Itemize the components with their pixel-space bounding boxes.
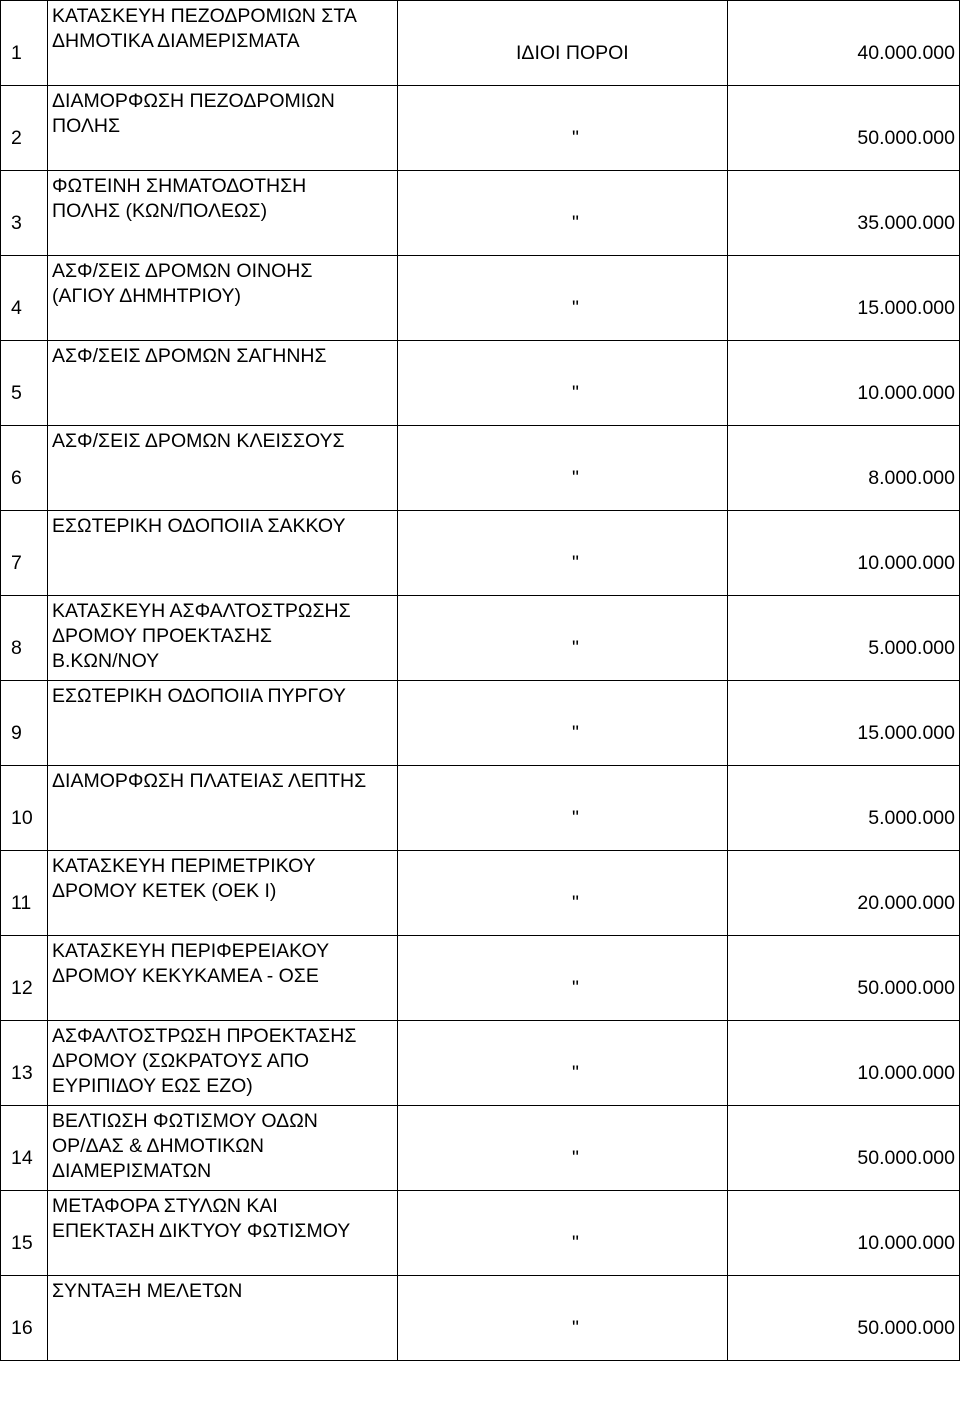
project-description [52,4,395,54]
row-number-cell [1,426,48,511]
project-description [52,1024,395,1099]
funding-source-cell [398,256,728,341]
funding-source: " [572,1232,579,1254]
row-number-cell [1,1021,48,1106]
project-description [52,599,395,674]
row-number: 13 [11,1062,33,1084]
amount: 10.000.000 [857,1232,955,1254]
project-description [52,1279,395,1304]
project-description-line: ΣΥΝΤΑΞΗ ΜΕΛΕΤΩΝ [52,1280,243,1302]
row-number-cell [1,1,48,86]
project-description-line: ΕΠΕΚΤΑΣΗ ΔΙΚΤΥΟΥ ΦΩΤΙΣΜΟΥ [52,1220,351,1242]
project-description-cell [48,1,398,86]
project-description [52,1194,395,1244]
project-description [52,89,395,139]
row-number-cell [1,341,48,426]
row-number-cell [1,681,48,766]
amount-cell [728,1021,960,1106]
project-description-line: ΑΣΦ/ΣΕΙΣ ΔΡΟΜΩΝ ΟΙΝΟΗΣ [52,260,313,282]
funding-source: " [572,722,579,744]
funding-source-cell [398,1021,728,1106]
funding-source: " [572,212,579,234]
funding-source-cell [398,86,728,171]
project-description-cell [48,426,398,511]
project-description [52,769,395,794]
amount-cell [728,1106,960,1191]
funding-source: " [572,977,579,999]
row-number-cell [1,1106,48,1191]
project-description-line: ΠΟΛΗΣ [52,115,121,137]
project-description-cell [48,1106,398,1191]
project-description [52,854,395,904]
project-description [52,174,395,224]
row-number-cell [1,936,48,1021]
row-number-cell [1,766,48,851]
amount: 50.000.000 [857,977,955,999]
project-description-cell [48,1276,398,1361]
project-description-cell [48,1021,398,1106]
funding-source: " [572,382,579,404]
funding-source-cell [398,1191,728,1276]
project-description-line: ΒΕΛΤΙΩΣΗ ΦΩΤΙΣΜΟΥ ΟΔΩΝ [52,1110,318,1132]
amount: 10.000.000 [857,382,955,404]
table-row [1,256,960,341]
project-description-line: ΑΣΦ/ΣΕΙΣ ΔΡΟΜΩΝ ΣΑΓΗΝΗΣ [52,345,327,367]
project-description-line: (ΑΓΙΟΥ ΔΗΜΗΤΡΙΟΥ) [52,285,242,307]
funding-source: " [572,1062,579,1084]
row-number-cell [1,596,48,681]
project-description [52,684,395,709]
project-description-line: ΕΥΡΙΠΙΔΟΥ ΕΩΣ ΕΖΟ) [52,1075,253,1097]
amount-cell [728,1,960,86]
amount-cell [728,256,960,341]
row-number: 16 [11,1317,33,1339]
project-description-cell [48,851,398,936]
table-row [1,936,960,1021]
amount: 5.000.000 [868,807,955,829]
row-number: 14 [11,1147,33,1169]
funding-source: " [572,552,579,574]
table-row [1,851,960,936]
project-description-cell [48,511,398,596]
amount-cell [728,511,960,596]
project-description [52,344,395,369]
amount-cell [728,766,960,851]
project-description-cell [48,681,398,766]
table-row [1,1,960,86]
project-description-line: ΔΗΜΟΤΙΚΑ ΔΙΑΜΕΡΙΣΜΑΤΑ [52,30,300,52]
table-row [1,766,960,851]
table-row [1,681,960,766]
row-number: 2 [11,127,22,149]
project-description [52,1109,395,1184]
project-description [52,259,395,309]
project-description-line: ΟΡ/ΔΑΣ & ΔΗΜΟΤΙΚΩΝ [52,1135,264,1157]
project-description-line: ΔΡΟΜΟΥ ΠΡΟΕΚΤΑΣΗΣ [52,625,272,647]
funding-source: " [572,1147,579,1169]
table-row [1,596,960,681]
amount: 50.000.000 [857,127,955,149]
project-description-cell [48,341,398,426]
project-description-cell [48,86,398,171]
project-description-line: ΔΙΑΜΟΡΦΩΣΗ ΠΕΖΟΔΡΟΜΙΩΝ [52,90,335,112]
row-number: 7 [11,552,22,574]
funding-source: " [572,637,579,659]
row-number-cell [1,256,48,341]
row-number: 6 [11,467,22,489]
amount-cell [728,851,960,936]
project-description-line: ΔΡΟΜΟΥ ΚΕΚΥΚΑΜΕΑ - ΟΣΕ [52,965,319,987]
funding-source: " [572,127,579,149]
amount: 35.000.000 [857,212,955,234]
table-row [1,426,960,511]
row-number-cell [1,511,48,596]
amount: 15.000.000 [857,297,955,319]
project-description-line: ΚΑΤΑΣΚΕΥΗ ΠΕΡΙΦΕΡΕΙΑΚΟΥ [52,940,330,962]
row-number: 4 [11,297,22,319]
table-row [1,1276,960,1361]
row-number: 9 [11,722,22,744]
project-description-cell [48,256,398,341]
row-number-cell [1,1276,48,1361]
project-description-cell [48,936,398,1021]
row-number-cell [1,171,48,256]
table-row [1,1191,960,1276]
funding-source-cell [398,1,728,86]
amount: 10.000.000 [857,1062,955,1084]
project-description-cell [48,171,398,256]
funding-source: ΙΔΙΟΙ ΠΟΡΟΙ [516,42,629,64]
row-number: 8 [11,637,22,659]
table-row [1,1021,960,1106]
project-description-line: ΚΑΤΑΣΚΕΥΗ ΠΕΡΙΜΕΤΡΙΚΟΥ [52,855,316,877]
funding-source-cell [398,1106,728,1191]
row-number: 11 [11,892,32,914]
table-row [1,341,960,426]
project-description-line: ΜΕΤΑΦΟΡΑ ΣΤΥΛΩΝ ΚΑΙ [52,1195,278,1217]
project-description [52,514,395,539]
row-number: 5 [11,382,22,404]
row-number-cell [1,851,48,936]
amount-cell [728,1191,960,1276]
amount-cell [728,86,960,171]
row-number: 10 [11,807,33,829]
funding-source-cell [398,1276,728,1361]
amount-cell [728,426,960,511]
project-description-line: ΕΣΩΤΕΡΙΚΗ ΟΔΟΠΟΙΙΑ ΠΥΡΓΟΥ [52,685,346,707]
project-description-line: ΔΙΑΜΟΡΦΩΣΗ ΠΛΑΤΕΙΑΣ ΛΕΠΤΗΣ [52,770,367,792]
amount: 50.000.000 [857,1147,955,1169]
projects-table-body [1,1,960,1361]
project-description-line: ΔΙΑΜΕΡΙΣΜΑΤΩΝ [52,1160,212,1182]
project-description-line: ΚΑΤΑΣΚΕΥΗ ΑΣΦΑΛΤΟΣΤΡΩΣΗΣ [52,600,351,622]
amount-cell [728,171,960,256]
funding-source-cell [398,681,728,766]
table-row [1,511,960,596]
amount: 8.000.000 [868,467,955,489]
amount-cell [728,341,960,426]
funding-source-cell [398,851,728,936]
funding-source-cell [398,171,728,256]
table-row [1,171,960,256]
row-number: 12 [11,977,33,999]
project-description-line: Β.ΚΩΝ/ΝΟΥ [52,650,160,672]
amount-cell [728,936,960,1021]
amount: 15.000.000 [857,722,955,744]
project-description-cell [48,1191,398,1276]
project-description-line: ΠΟΛΗΣ (ΚΩΝ/ΠΟΛΕΩΣ) [52,200,268,222]
project-description-line: ΔΡΟΜΟΥ (ΣΩΚΡΑΤΟΥΣ ΑΠΟ [52,1050,310,1072]
project-description-line: ΕΣΩΤΕΡΙΚΗ ΟΔΟΠΟΙΙΑ ΣΑΚΚΟΥ [52,515,346,537]
project-description [52,939,395,989]
project-description-line: ΑΣΦ/ΣΕΙΣ ΔΡΟΜΩΝ ΚΛΕΙΣΣΟΥΣ [52,430,345,452]
amount: 40.000.000 [857,42,955,64]
funding-source-cell [398,511,728,596]
row-number: 3 [11,212,22,234]
row-number: 1 [11,42,22,64]
project-description-line: ΔΡΟΜΟΥ ΚΕΤΕΚ (ΟΕΚ Ι) [52,880,277,902]
project-description [52,429,395,454]
funding-source: " [572,892,579,914]
row-number-cell [1,1191,48,1276]
amount-cell [728,1276,960,1361]
row-number-cell [1,86,48,171]
project-description-line: ΚΑΤΑΣΚΕΥΗ ΠΕΖΟΔΡΟΜΙΩΝ ΣΤΑ [52,5,357,27]
amount: 50.000.000 [857,1317,955,1339]
amount-cell [728,681,960,766]
table-row [1,86,960,171]
project-description-cell [48,596,398,681]
project-description-cell [48,766,398,851]
funding-source-cell [398,766,728,851]
funding-source-cell [398,426,728,511]
table-row [1,1106,960,1191]
amount: 5.000.000 [868,637,955,659]
amount: 20.000.000 [857,892,955,914]
funding-source-cell [398,341,728,426]
project-description-line: ΑΣΦΑΛΤΟΣΤΡΩΣΗ ΠΡΟΕΚΤΑΣΗΣ [52,1025,357,1047]
funding-source-cell [398,596,728,681]
funding-source: " [572,467,579,489]
funding-source-cell [398,936,728,1021]
funding-source: " [572,1317,579,1339]
row-number: 15 [11,1232,33,1254]
project-description-line: ΦΩΤΕΙΝΗ ΣΗΜΑΤΟΔΟΤΗΣΗ [52,175,307,197]
funding-source: " [572,807,579,829]
amount-cell [728,596,960,681]
funding-source: " [572,297,579,319]
amount: 10.000.000 [857,552,955,574]
